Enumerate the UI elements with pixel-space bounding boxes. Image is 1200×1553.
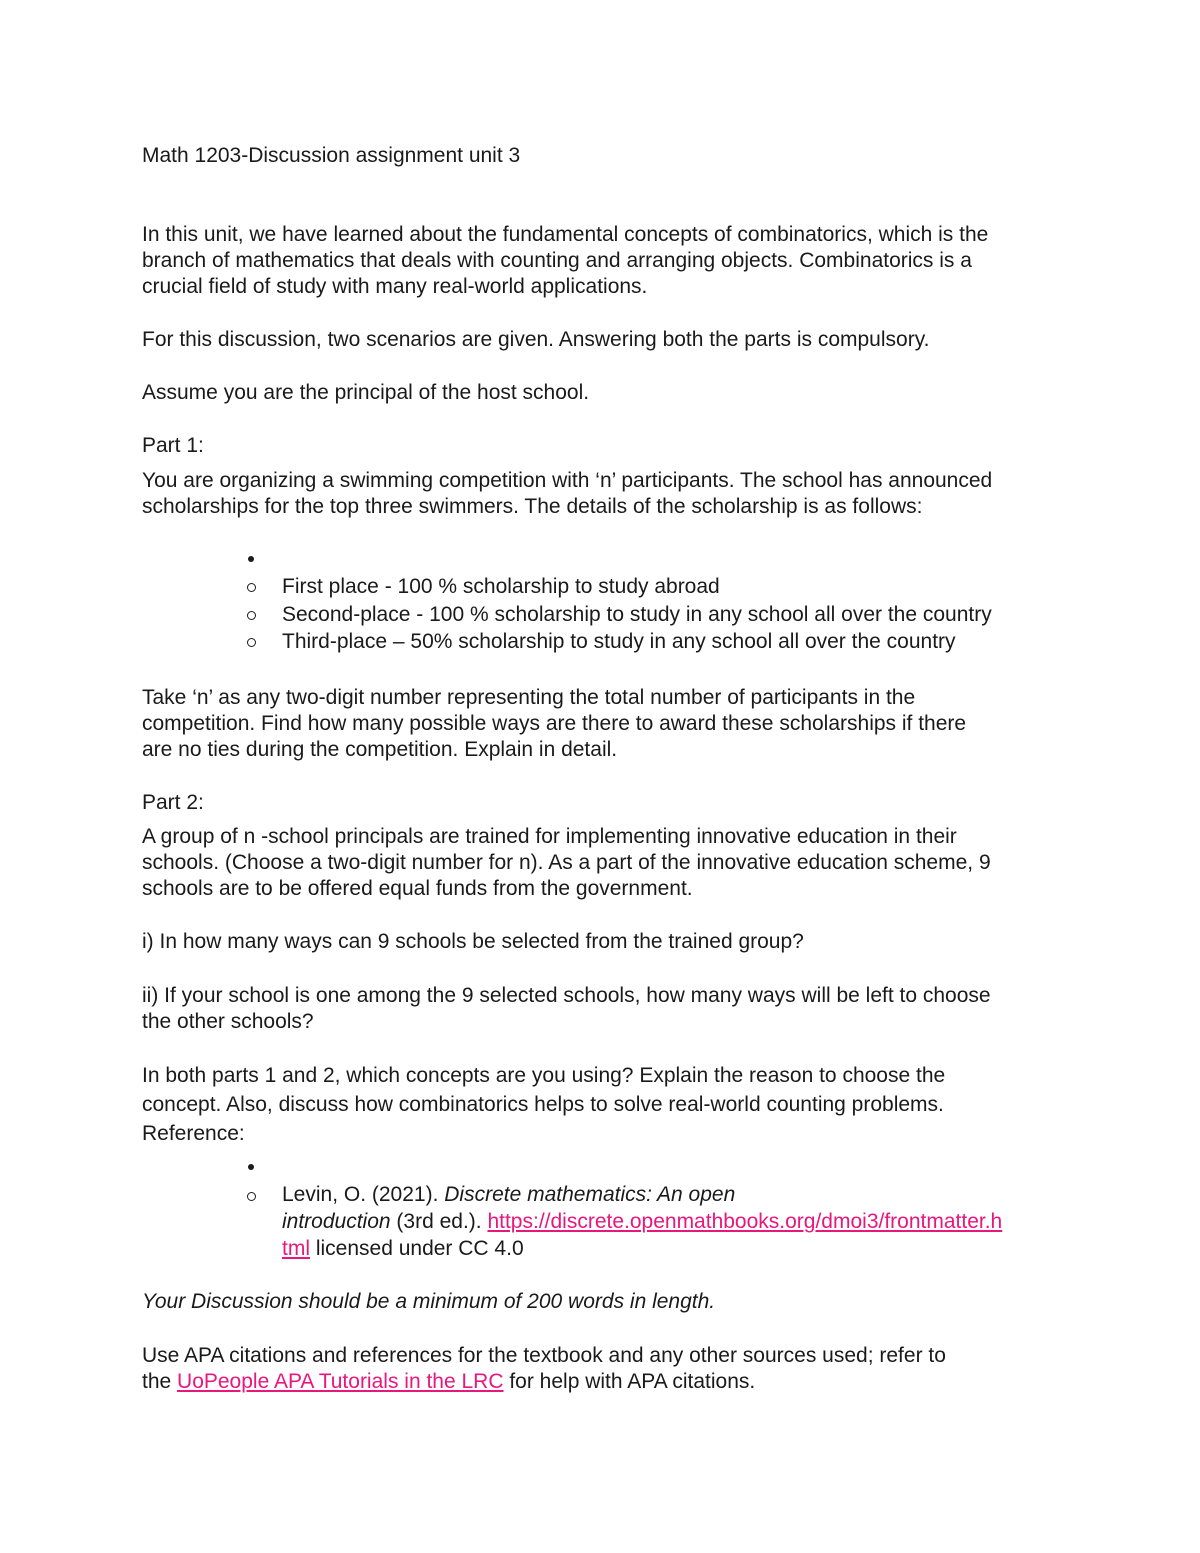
- scholarship-item-2: Second-place - 100 % scholarship to study in any school all over the country: [282, 603, 992, 626]
- reference-edition: (3rd ed.).: [390, 1210, 488, 1233]
- reference-label: Reference:: [142, 1122, 245, 1145]
- length-note: Your Discussion should be a minimum of 200 words in length.: [142, 1290, 716, 1313]
- question-2-line-2: the other schools?: [142, 1010, 314, 1033]
- part2-line-2: schools. (Choose a two-digit number for n). As a part of the innovative education scheme, 9: [142, 851, 991, 874]
- intro-line-2: branch of mathematics that deals with counting and arranging objects. Combinatorics is a: [142, 249, 972, 272]
- scenarios-paragraph: For this discussion, two scenarios are given. Answering both the parts is compulsory.: [142, 328, 930, 351]
- empty-bullet: [248, 1164, 254, 1170]
- apa-line-1: Use APA citations and references for the textbook and any other sources used; refer to: [142, 1344, 946, 1367]
- part1-task-line-2: competition. Find how many possible ways are there to award these scholarships if there: [142, 712, 967, 735]
- reference-url-link[interactable]: https://discrete.openmathbooks.org/dmoi3/frontmatter.h: [487, 1210, 1003, 1233]
- reference-title: Discrete mathematics: An open: [444, 1183, 736, 1206]
- reference-entry-line-3: [282, 1236, 524, 1262]
- part2-line-3: schools are to be offered equal funds from the government.: [142, 877, 693, 900]
- reference-author: Levin, O. (2021).: [282, 1183, 445, 1206]
- part1-task-line-1: Take ‘n’ as any two-digit number representing the total number of participants in the: [142, 686, 916, 709]
- concepts-line-2: concept. Also, discuss how combinatorics helps to solve real-world counting problems.: [142, 1093, 944, 1116]
- page-title: Math 1203-Discussion assignment unit 3: [142, 144, 521, 167]
- apa-prefix: the: [142, 1370, 178, 1393]
- part1-heading: Part 1:: [142, 434, 204, 457]
- empty-bullet: [248, 556, 254, 562]
- reference-entry-line-2: [282, 1209, 1002, 1235]
- reference-entry-line-1: [282, 1182, 735, 1208]
- list-bullet: [247, 638, 256, 647]
- part1-line-1: You are organizing a swimming competition with ‘n’ participants. The school has announced: [142, 469, 993, 492]
- reference-license: licensed under CC 4.0: [310, 1237, 524, 1260]
- reference-title-cont: introduction: [282, 1210, 391, 1233]
- assume-paragraph: Assume you are the principal of the host school.: [142, 381, 590, 404]
- apa-suffix: for help with APA citations.: [503, 1370, 756, 1393]
- intro-line-3: crucial field of study with many real-world applications.: [142, 275, 648, 298]
- question-2-line-1: ii) If your school is one among the 9 selected schools, how many ways will be left to choose: [142, 984, 991, 1007]
- part1-task-line-3: are no ties during the competition. Explain in detail.: [142, 738, 618, 761]
- concepts-line-1: In both parts 1 and 2, which concepts are you using? Explain the reason to choose the: [142, 1064, 946, 1087]
- part1-line-2: scholarships for the top three swimmers. The details of the scholarship is as follows:: [142, 495, 923, 518]
- list-bullet: [247, 1192, 256, 1201]
- apa-line-2: [142, 1369, 755, 1395]
- reference-url-link-cont[interactable]: tml: [282, 1237, 310, 1260]
- list-bullet: [247, 583, 256, 592]
- part2-heading: Part 2:: [142, 791, 204, 814]
- apa-tutorials-link[interactable]: UoPeople APA Tutorials in the LRC: [177, 1370, 504, 1393]
- intro-line-1: In this unit, we have learned about the fundamental concepts of combinatorics, which is the: [142, 223, 989, 246]
- part2-line-1: A group of n -school principals are trained for implementing innovative education in their: [142, 825, 957, 848]
- scholarship-item-1: First place - 100 % scholarship to study abroad: [282, 575, 720, 598]
- list-bullet: [247, 611, 256, 620]
- question-1: i) In how many ways can 9 schools be selected from the trained group?: [142, 930, 804, 953]
- scholarship-item-3: Third-place – 50% scholarship to study in any school all over the country: [282, 630, 956, 653]
